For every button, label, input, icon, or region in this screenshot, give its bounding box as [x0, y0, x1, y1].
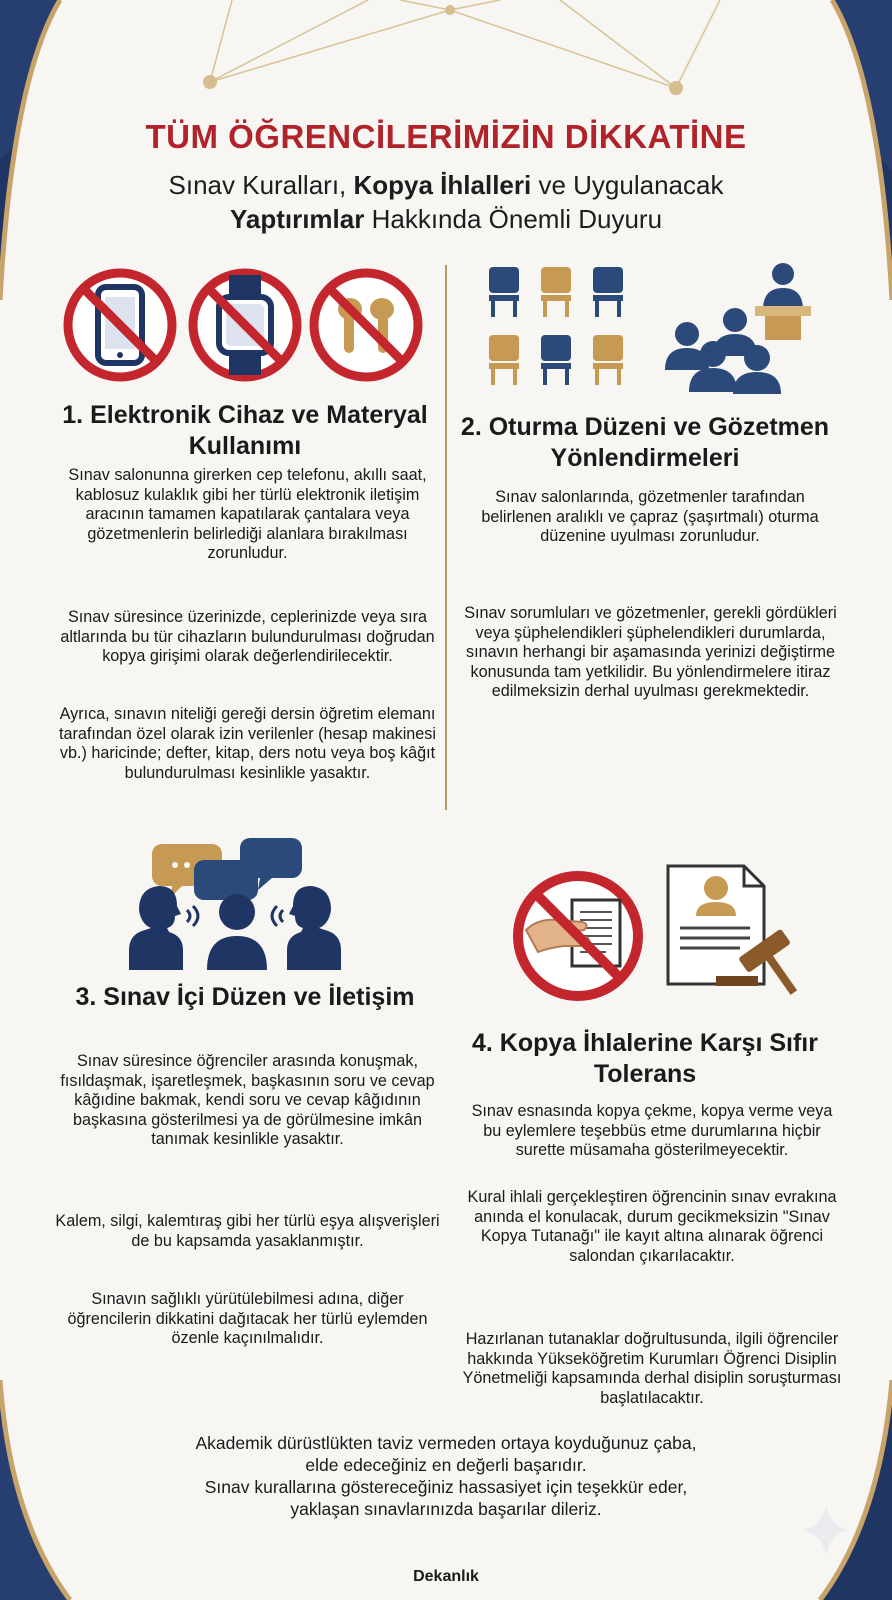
closing-line-2: elde edeceğiniz en değerli başarıdır. — [305, 1455, 587, 1475]
column-divider — [445, 265, 447, 810]
subtitle-text-1: Sınav Kuralları, — [168, 170, 354, 200]
page-title: TÜM ÖĞRENCİLERİMİZİN DİKKATİNE — [145, 118, 747, 155]
section-2-paragraph-2: Sınav sorumluları ve gözetmenler, gerekli gördükleri veya şüphelendikleri şüphelendikleri durumlarda, sınavın herhangi bir aşamasında yerinizi değiştirme konusunda tam yetkilidir. Bu yönlendirmelere itiraz edilmeksizin derhal uyulması gerekmektedir. — [464, 604, 837, 700]
closing-line-1: Akademik dürüstlükten taviz vermeden ortaya koyduğunuz çaba, — [195, 1433, 697, 1453]
subtitle-bold-2: Yaptırımlar — [229, 204, 365, 234]
section-1-paragraph-2: Sınav süresince üzerinizde, ceplerinizde veya sıra altlarında bu tür cihazların bulundurulması doğrudan kopya girişimi olarak değerlendirilecektir. — [60, 608, 435, 665]
section-2-title: 2. Oturma Düzeni ve Gözetmen Yönlendirmeleri — [460, 413, 830, 472]
subtitle-text-2: ve Uygulanacak — [531, 170, 724, 200]
section-1-title: 1. Elektronik Cihaz ve Materyal Kullanımı — [62, 401, 428, 460]
whispering-people-icon — [115, 880, 355, 970]
no-cheating-icon — [508, 866, 648, 1006]
section-3-title: 3. Sınav İçi Düzen ve İletişim — [75, 983, 415, 1011]
no-earbuds-icon — [306, 265, 426, 385]
section-1-paragraph-1: Sınav salonunna girerken cep telefonu, akıllı saat, kablosuz kulaklık gibi her türlü elektronik iletişim aracının tamamen kapatılarak çantalara veya gözetmenlerin belirlediği alanlara bırakılması zorunludur. — [68, 466, 427, 562]
section-3-paragraph-1: Sınav süresince öğrenciler arasında konuşmak, fısıldaşmak, işaretleşmek, başkasının soru ve cevap kâğıdine bakmak, kendi soru ve cevap kâğıdının başkasına gösterilmesi ya de görülmesine imkân tanımak kesinlikle yasaktır. — [60, 1052, 435, 1148]
section-2-paragraph-1: Sınav salonlarında, gözetmenler tarafından belirlenen aralıklı ve çapraz (şaşırtmalı) oturma düzenine uyulması zorunludur. — [481, 488, 819, 545]
closing-line-4: yaklaşan sınavlarınızda başarılar dileriz. — [290, 1499, 602, 1519]
section-3-paragraph-3: Sınavın sağlıklı yürütülebilmesi adına, diğer öğrencilerin dikkatini dağıtacak her türlü eylemden özenle kaçınılmalıdır. — [67, 1290, 428, 1347]
closing-message — [60, 1432, 832, 1520]
page-subtitle — [80, 168, 812, 236]
section-3-paragraph-2: Kalem, silgi, kalemtıraş gibi her türlü eşya alışverişleri de bu kapsamda yasaklanmıştır. — [55, 1212, 440, 1250]
section-4-paragraph-3: Hazırlanan tutanaklar doğrultusunda, ilgili öğrenciler hakkında Yükseköğretim Kurumları Öğrenci Disiplin Yönetmeliği kapsamında derhal disiplin soruşturması başlatılacaktır. — [462, 1330, 842, 1407]
closing-line-3: Sınav kurallarına göstereceğiniz hassasiyet için teşekkür eder, — [204, 1477, 688, 1497]
section-4-title: 4. Kopya İhlalerine Karşı Sıfır Tolerans — [472, 1029, 818, 1088]
no-smartwatch-icon — [185, 265, 305, 385]
section-4-paragraph-2: Kural ihlali gerçekleştiren öğrencinin sınav evrakına anında el konulacak, durum gecikmeksizin "Sınav Kopya Tutanağı" ile kayıt altına alınarak öğrenci salondan çıkarılacaktır. — [467, 1188, 837, 1265]
subtitle-bold-1: Kopya İhlalleri — [353, 170, 532, 200]
seating-chairs-icon — [485, 265, 645, 395]
proctor-audience-icon — [665, 262, 835, 397]
section-4-paragraph-1: Sınav esnasında kopya çekme, kopya verme veya bu eylemlere teşebbüs etme durumlarına hiçbir surette müsamaha gösterilmeyecektir. — [471, 1102, 833, 1159]
document-gavel-icon — [660, 858, 810, 998]
subtitle-text-3: Hakkında Önemli Duyuru — [364, 204, 663, 234]
section-1-paragraph-3: Ayrıca, sınavın niteliği gereği dersin öğretim elemanı tarafından özel olarak izin verilenler (hesap makinesi vb.) haricinde; defter, kitap, ders notu veya boş kâğıt bulundurulması kesinlikle yasaktır. — [59, 705, 436, 782]
signature: Dekanlık — [413, 1568, 479, 1585]
